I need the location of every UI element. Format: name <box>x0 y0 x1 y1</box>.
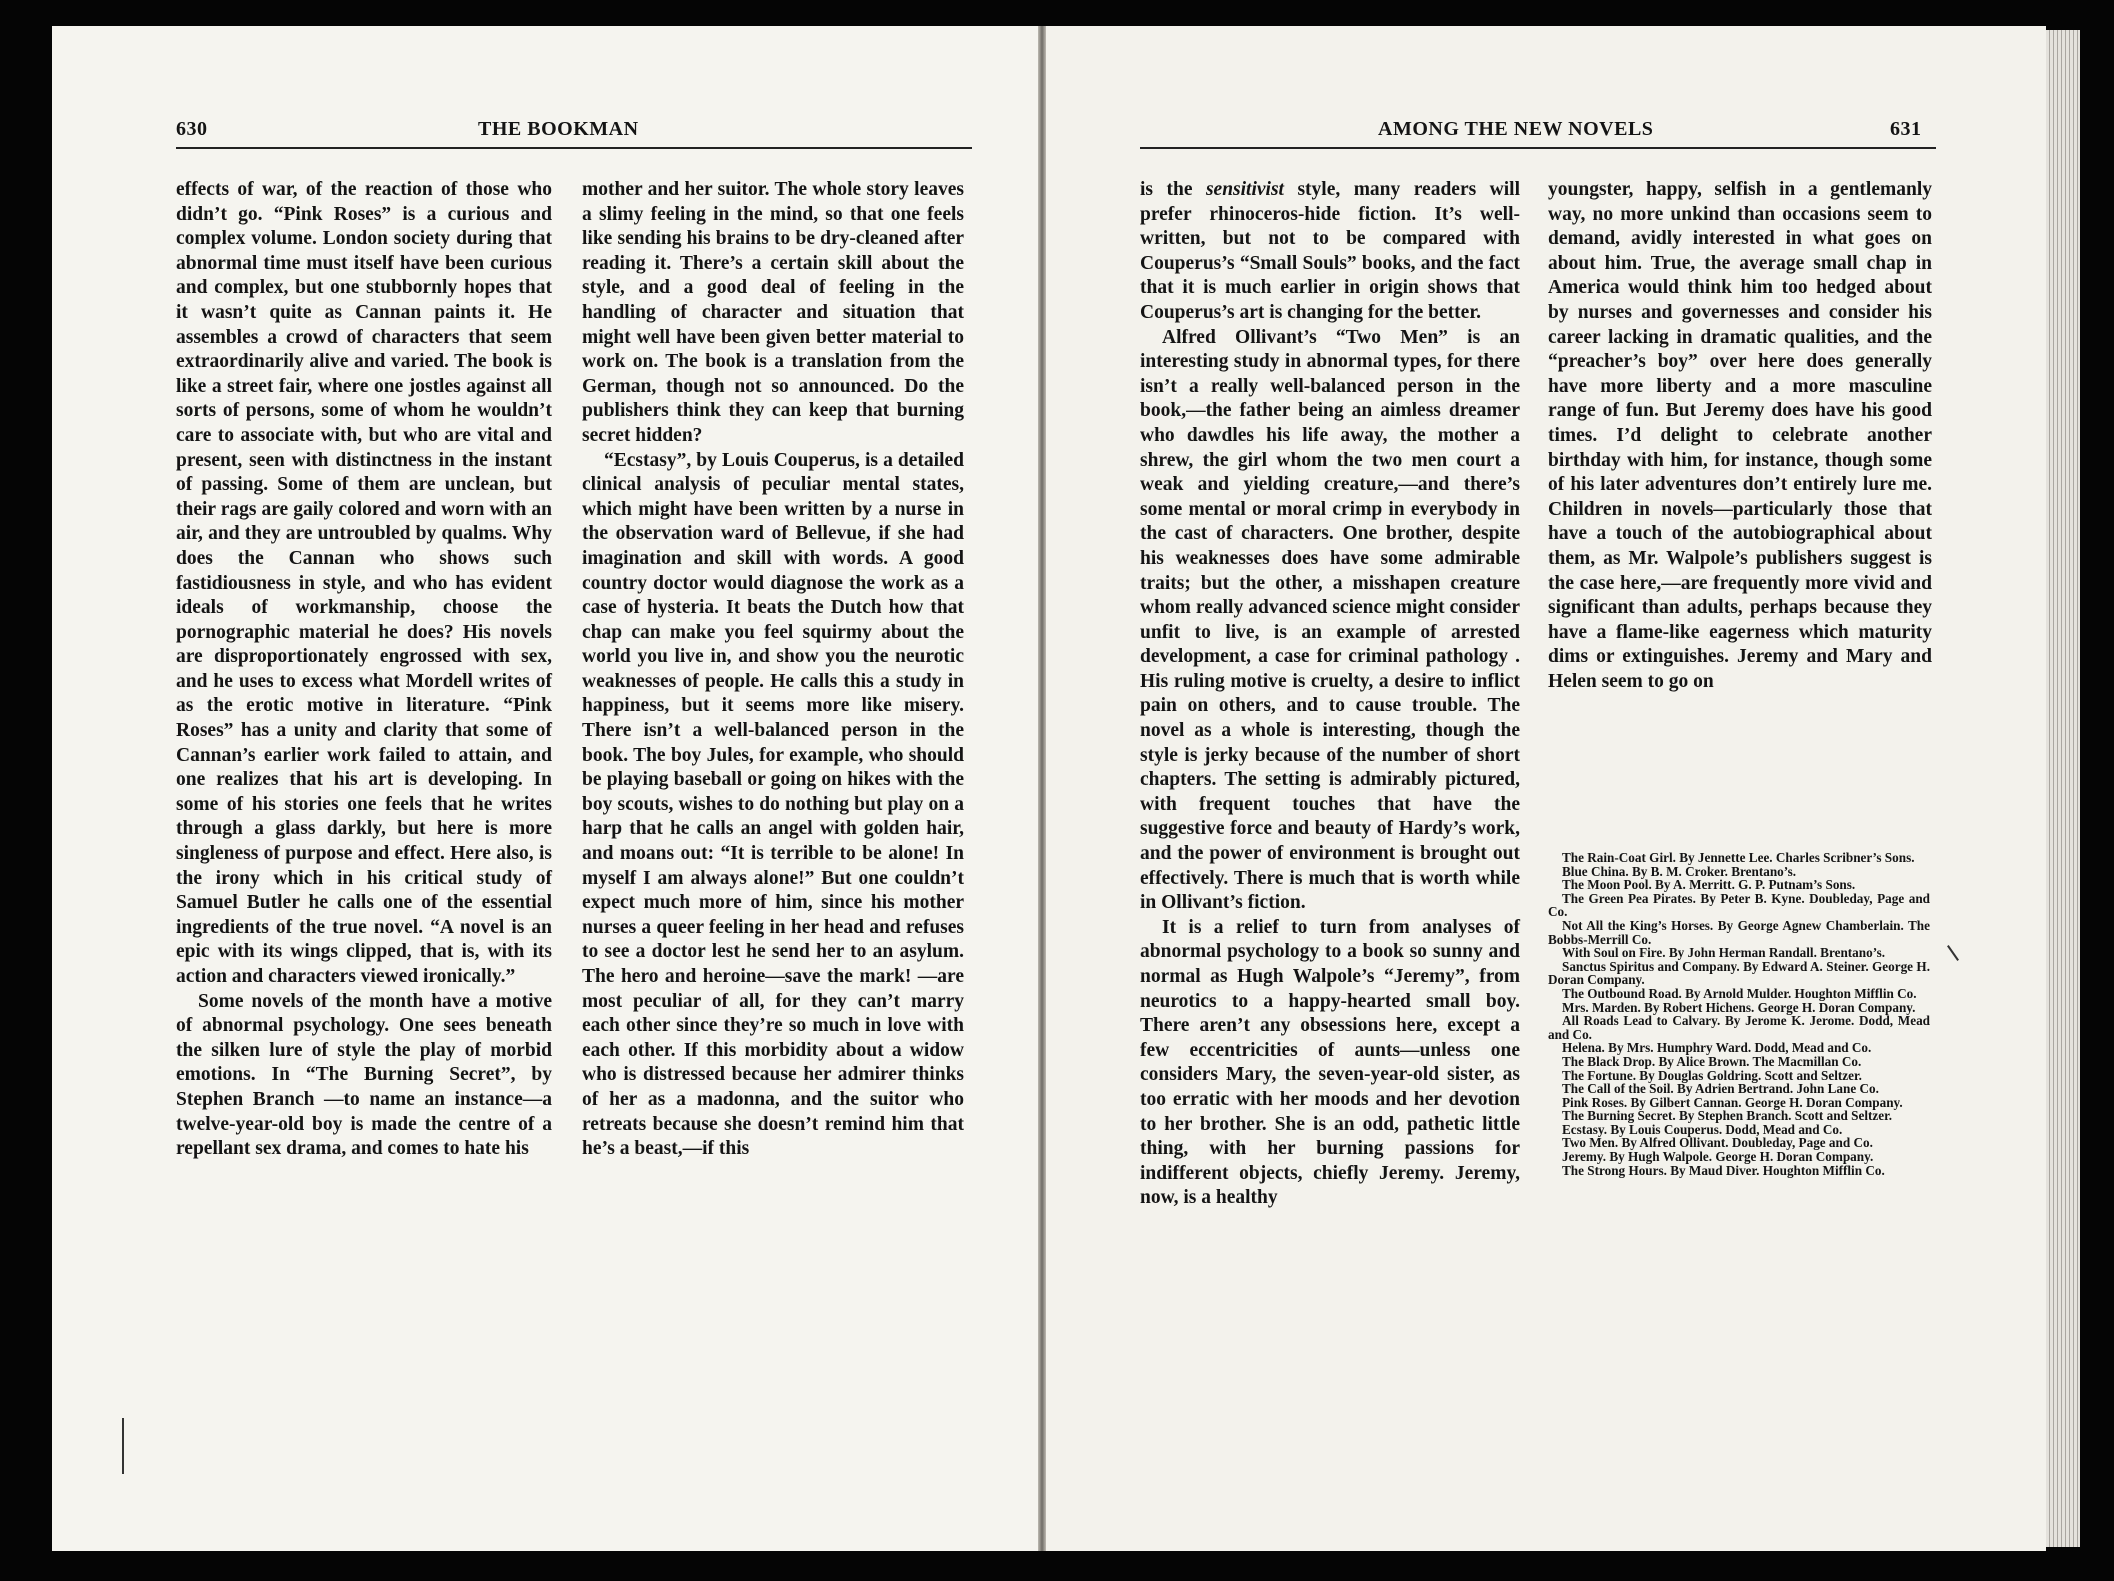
right-page-number: 631 <box>1890 118 1922 140</box>
paragraph: It is a relief to turn from analyses of abnormal psychology to a book so sunny and normal as Hugh Walpole’s “Jeremy”, from neurotics to a happy-hearted small boy. There aren’t any obsessions here, except a few eccentricities of aunts—unless one considers Mary, the seven-year-old sister, as too erratic with her moods and her devotion to her brother. She is an odd, pathetic little thing, with her burning passions for indifferent objects, chiefly Jeremy. Jeremy, now, is a healthy <box>1140 916 1520 1209</box>
left-column-2 <box>582 178 964 1162</box>
book-note: Blue China. By B. M. Croker. Brentano’s. <box>1562 863 1797 879</box>
book-note: Ecstasy. By Louis Couperus. Dodd, Mead and Co. <box>1562 1121 1843 1137</box>
left-page-number: 630 <box>176 118 208 140</box>
book-note: Jeremy. By Hugh Walpole. George H. Doran Company. <box>1562 1149 1874 1165</box>
book-notes-list <box>1548 851 1930 1177</box>
book-note: Not All the King’s Horses. By George Agnew Chamberlain. The Bobbs-Merrill Co. <box>1548 917 1930 947</box>
right-column-2 <box>1548 178 1932 694</box>
book-note: The Outbound Road. By Arnold Mulder. Houghton Mifflin Co. <box>1562 985 1917 1001</box>
paragraph: Some novels of the month have a motive of abnormal psychology. One sees beneath the silken lure of style the play of morbid emotions. In “The Burning Secret”, by Stephen Branch —to name an instance—a twelve-year-old boy is made the centre of a repellant sex drama, and comes to hate his <box>176 990 552 1160</box>
book-note: The Burning Secret. By Stephen Branch. Scott and Seltzer. <box>1562 1108 1893 1124</box>
right-column-1 <box>1140 178 1520 1211</box>
right-running-head: AMONG THE NEW NOVELS <box>1378 118 1654 140</box>
paragraph: youngster, happy, selfish in a gentlemanly way, no more unkind than occasions seem to demand, avidly interested in what goes on about him. True, the average small chap in America would think him too hedged about by nurses and governesses and consider his career lacking in dramatic qualities, and the “preacher’s boy” over here does generally have more liberty and a more masculine range of fun. But Jeremy does have his good times. I’d delight to celebrate another birthday with him, for instance, though some of his later adventures don’t entirely lure me. Children in novels—particularly those that have a touch of the autobiographical about them, as Mr. Walpole’s publishers suggest is the case here,—are frequently more vivid and significant than adults, perhaps because they have a flame-like eagerness which maturity dims or extinguishes. Jeremy and Mary and Helen seem to go on <box>1548 179 1932 692</box>
book-note: The Green Pea Pirates. By Peter B. Kyne. Doubleday, Page and Co. <box>1548 890 1930 920</box>
book-gutter <box>1038 26 1046 1551</box>
left-column-1 <box>176 178 552 1162</box>
book-note: The Rain-Coat Girl. By Jennette Lee. Charles Scribner’s Sons. <box>1562 850 1915 865</box>
book-note: Two Men. By Alfred Ollivant. Doubleday, Page and Co. <box>1562 1135 1873 1151</box>
scan-mark <box>122 1418 124 1474</box>
book-note: With Soul on Fire. By John Herman Randall. Brentano’s. <box>1562 945 1886 961</box>
italic-word: sensitivist <box>1205 179 1284 200</box>
text-run: style, many readers will prefer rhinoceros-hide fiction. It’s well-written, but not to be compared with Couperus’s “Small Souls” books, and the fact that it is much earlier in origin shows that Couperus’s art is changing for the better. <box>1140 179 1521 323</box>
text-run: is the <box>1140 179 1206 200</box>
right-header-rule <box>1140 147 1936 149</box>
paragraph: effects of war, of the reaction of those who didn’t go. “Pink Roses” is a curious and complex volume. London society during that abnormal time must itself have been curious and complex, but one stubbornly hopes that it wasn’t quite as Cannan paints it. He assembles a crowd of characters that seem extraordinarily alive and varied. The book is like a street fair, where one jostles against all sorts of persons, some of whom he wouldn’t care to associate with, but who are vital and present, seen with distinctness in the instant of passing. Some of them are unclean, but their rags are gaily colored and worn with an air, and they are untroubled by qualms. Why does the Cannan who shows such fastidiousness in style, and who has evident ideals of workmanship, choose the pornographic material he does? His novels are disproportionately engrossed with sex, and he uses to excess what Mordell writes of as the erotic motive in literature. “Pink Roses” has a unity and clarity that some of Cannan’s earlier work failed to attain, and one realizes that his art is developing. In some of his stories one feels that he writes through a glass darkly, but here is more singleness of purpose and effect. Here also, is the irony which in his critical study of Samuel Butler he calls one of the essential ingredients of the true novel. “A novel is an epic with its wings clipped, that is, with its action and characters viewed ironically.” <box>176 179 552 987</box>
book-note: The Black Drop. By Alice Brown. The Macmillan Co. <box>1562 1053 1862 1069</box>
book-note: Pink Roses. By Gilbert Cannan. George H. Doran Company. <box>1562 1094 1903 1110</box>
book-note: The Strong Hours. By Maud Diver. Houghton Mifflin Co. <box>1562 1162 1885 1178</box>
left-running-head: THE BOOKMAN <box>478 118 639 140</box>
page-edges <box>2046 30 2080 1547</box>
book-note: Sanctus Spiritus and Company. By Edward A. Steiner. George H. Doran Company. <box>1548 958 1930 988</box>
paragraph <box>1140 178 1520 326</box>
book-note: Helena. By Mrs. Humphry Ward. Dodd, Mead and Co. <box>1562 1040 1872 1056</box>
left-header-rule <box>176 147 972 149</box>
book-note: All Roads Lead to Calvary. By Jerome K. Jerome. Dodd, Mead and Co. <box>1548 1013 1930 1042</box>
paragraph: Alfred Ollivant’s “Two Men” is an interesting study in abnormal types, for there isn’t a really well-balanced person in the book,—the father being an aimless dreamer who dawdles his life away, the mother a shrew, the girl whom the two men court a weak and yielding creature,—and there’s some mental or moral crimp in everybody in the cast of characters. One brother, despite his weaknesses does have some admirable traits; but the other, a misshapen creature whom really advanced science might consider unfit to live, is an example of arrested development, a case for criminal pathology . His ruling motive is cruelty, a desire to inflict pain on others, and to cause trouble. The novel as a whole is interesting, though the style is jerky because of the number of short chapters. The setting is admirably pictured, with frequent touches that have the suggestive force and beauty of Hardy’s work, and the power of environment is brought out effectively. There is much that is worth while in Ollivant’s fiction. <box>1140 326 1520 914</box>
book-note: The Fortune. By Douglas Goldring. Scott and Seltzer. <box>1562 1067 1862 1083</box>
book-note: The Call of the Soil. By Adrien Bertrand. John Lane Co. <box>1562 1081 1879 1097</box>
book-note: Mrs. Marden. By Robert Hichens. George H. Doran Company. <box>1562 999 1916 1015</box>
paragraph: mother and her suitor. The whole story leaves a slimy feeling in the mind, so that one feels like sending his brains to be dry-cleaned after reading it. There’s a certain skill about the style, and a good deal of feeling in the handling of character and situation that might well have been given better material to work on. The book is a translation from the German, though not so announced. Do the publishers think they can keep that burning secret hidden? <box>582 179 964 446</box>
book-note: The Moon Pool. By A. Merritt. G. P. Putnam’s Sons. <box>1562 877 1856 893</box>
paragraph: “Ecstasy”, by Louis Couperus, is a detailed clinical analysis of peculiar mental states, which might have been written by a nurse in the observation ward of Bellevue, if she had imagination and skill with words. A good country doctor would diagnose the work as a case of hysteria. It beats the Dutch how that chap can make you feel squirmy about the world you live in, and show you the neurotic weaknesses of people. He calls this a study in happiness, but it seems more like misery. There isn’t a well-balanced person in the book. The boy Jules, for example, who should be playing baseball or going on hikes with the boy scouts, wishes to do nothing but play on a harp that he calls an angel with golden hair, and moans out: “It is terrible to be alone! In myself I am always alone!” But one couldn’t expect much more of him, since his mother nurses a queer feeling in her head and refuses to see a doctor lest he send her to an asylum. The hero and heroine—save the mark! —are most peculiar of all, for they can’t marry each other since they’re so much in love with each other. If this morbidity about a widow who is distressed because her admirer thinks of her as a madonna, and the suitor who retreats because she doesn’t remind him that he’s a beast,—if this <box>582 449 964 1160</box>
